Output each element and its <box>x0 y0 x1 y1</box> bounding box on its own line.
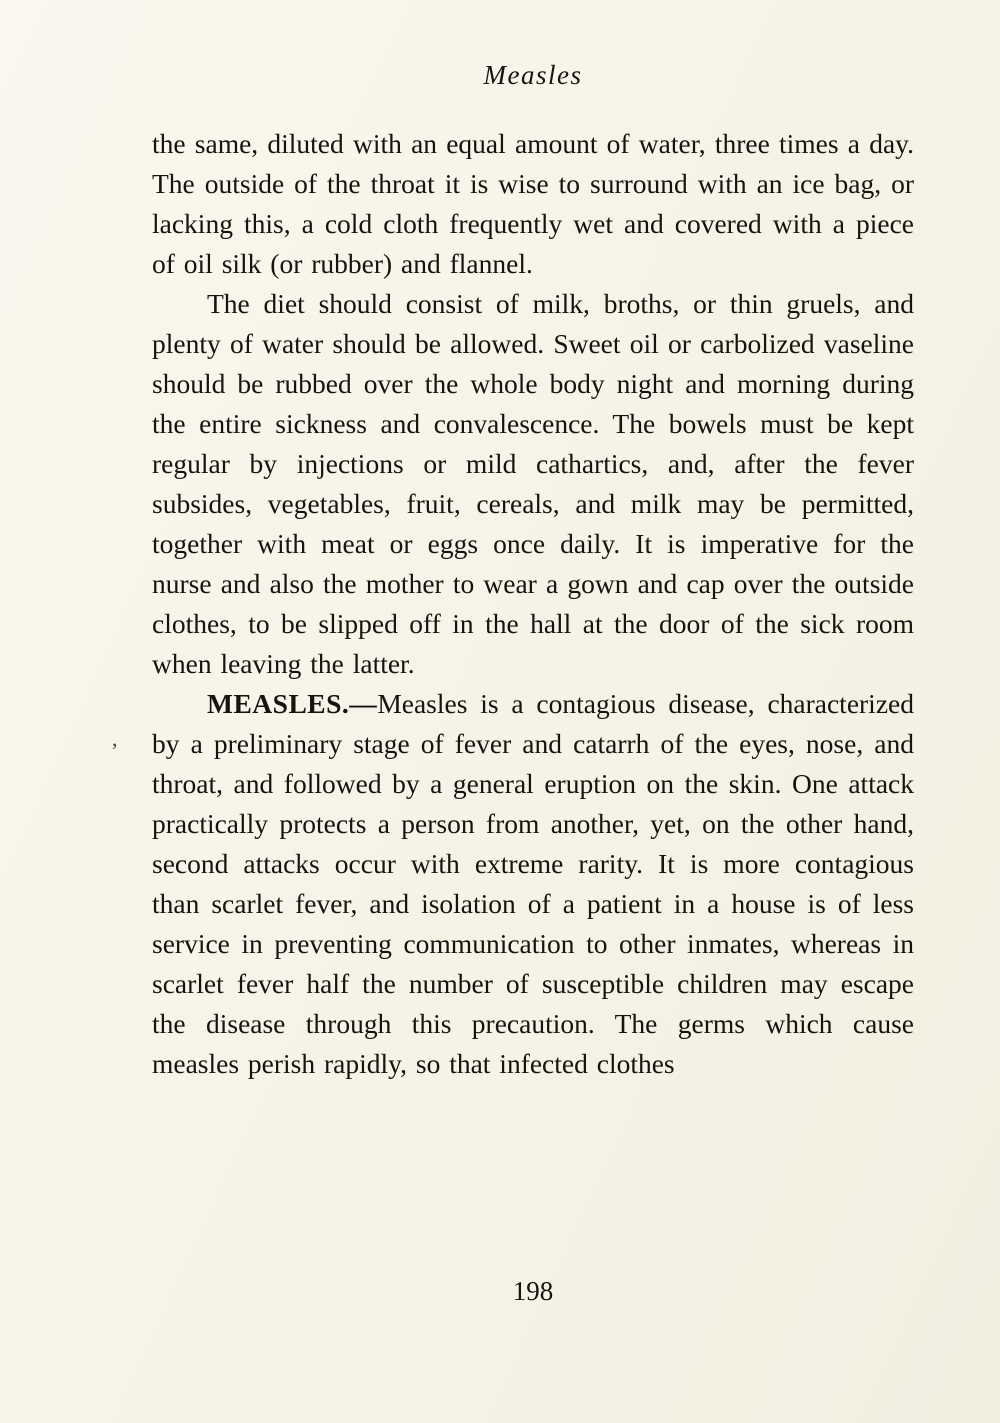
page-number: 198 <box>512 1276 554 1306</box>
paragraph-text: Measles is a contagious disease, characterized by a preliminary stage of fever and catarrh of the eyes, nose, and throat, and followed by a general eruption on the skin. One attack practically protects a person from another, yet, on the other hand, second attacks occur with extreme rarity. It is more contagious than scarlet fever, and isolation of a patient in a house is of less service in preventing communication to other inmates, whereas in scarlet fever half the number of susceptible children may escape the disease through this precaution. The germs which cause measles perish rapidly, so that infected clothes <box>152 688 914 1079</box>
paragraph-measles <box>152 684 914 1084</box>
paragraph-continuation <box>152 124 914 284</box>
paragraph-text: the same, diluted with an equal amount of water, three times a day. The outside of the throat it is wise to surround with an ice bag, or lacking this, a cold cloth frequently wet and covered with a piece of oil silk (or rubber) and flannel. <box>152 128 914 279</box>
margin-mark: , <box>112 726 118 751</box>
running-head: Measles <box>483 60 583 90</box>
paragraph-lead: MEASLES.— <box>207 688 378 719</box>
paragraph-diet <box>152 284 914 684</box>
paragraph-text: The diet should consist of milk, broths, or thin gruels, and plenty of water should be allowed. Sweet oil or carbolized vaseline should be rubbed over the whole body night and morning during the entire sickness and convalescence. The bowels must be kept regular by injections or mild cathartics, and, after the fever subsides, vegetables, fruit, cereals, and milk may be permitted, together with meat or eggs once daily. It is imperative for the nurse and also the mother to wear a gown and cap over the outside clothes, to be slipped off in the hall at the door of the sick room when leaving the latter. <box>152 288 914 679</box>
body-text <box>152 124 914 1084</box>
